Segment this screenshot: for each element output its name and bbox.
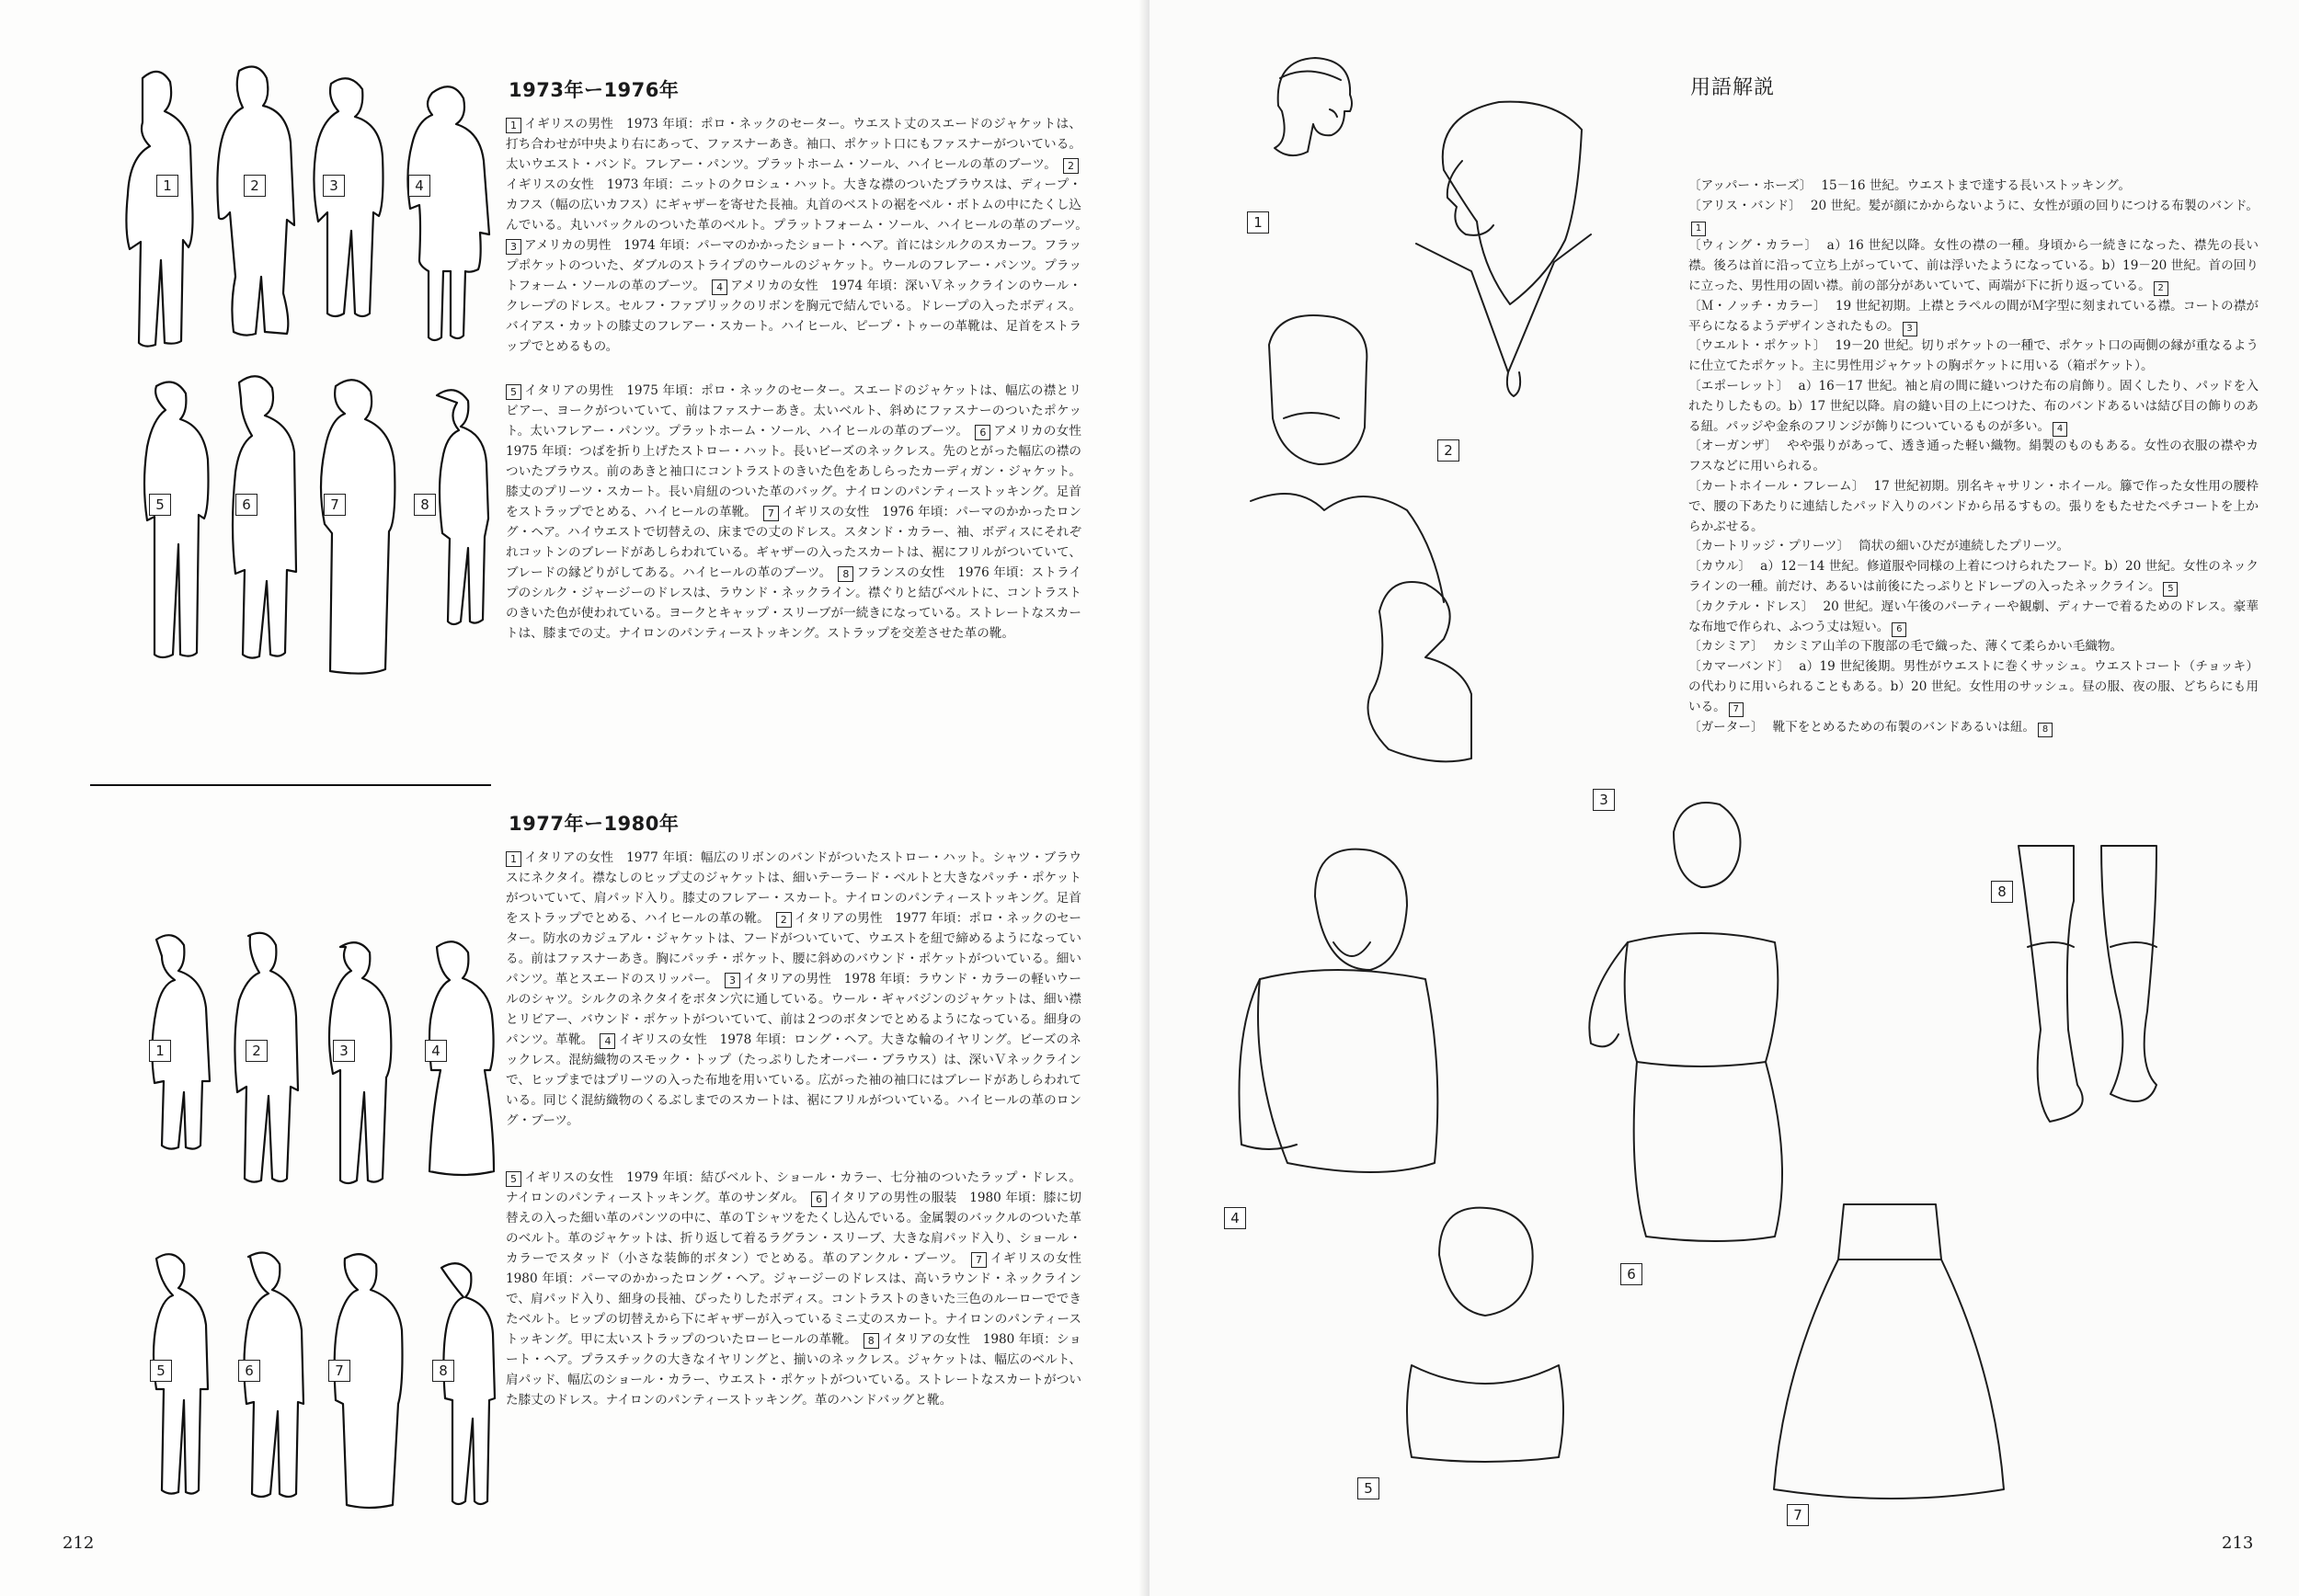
full-skirt <box>1774 1260 2004 1499</box>
glossary-figure-number: 4 <box>2053 422 2067 437</box>
entry-text: イタリアの女性 1980 年頃：ショート・ヘア。プラスチックの大きなイヤリングと、揃いのネックレス。ジャケットは、幅広のベルト、肩パッド、幅広のショール・カラー、ウエスト・ポケットがついている。ストレートなスカートがついた膝丈のドレス。ナイロンのパンティーストッキング。革のハンドバッグと靴。 <box>506 1332 1082 1408</box>
glossary-definition: 19 世紀初期。上襟とラペルの間がＭ字型に刻まれている襟。コートの襟が平らになるようデザインされたもの。 <box>1688 298 2259 334</box>
glossary-list <box>1688 177 2259 737</box>
description-paragraph <box>506 1168 1094 1410</box>
face-line <box>1330 109 1337 117</box>
silhouette-figure <box>407 86 489 340</box>
glossary-term: 〔ウィング・カラー〕 <box>1688 238 1818 254</box>
glossary-term: 〔アリス・バンド〕 <box>1688 198 1801 213</box>
entry-text: イタリアの男性 1978 年頃：ラウンド・カラーの軽いウールのシャツ。シルクのネクタイをボタン穴に通している。ウール・ギャバジンのジャケットは、細い襟とリビアー、バウンド・ポケットがついていて、前は２つのボタンでとめるようになっている。細身のパンツ。革靴。 <box>506 972 1081 1047</box>
entry-text: フランスの女性 1976 年頃：ストライプのシルク・ジャージーのドレスは、ラウンド・ネックライン。襟ぐりと結びベルトに、コントラストのきいた色が使われている。ヨークとキャップ・スリーブが一続きになっている。ストレートなスカートは、膝までの丈。ナイロンのパンティーストッキング。ストラップを交差させた革の靴。 <box>506 565 1082 641</box>
face-profile <box>1447 161 1493 235</box>
glossary-definition: a）12－14 世紀。修道服や同様の上着につけられたフード。b）20 世紀。女性のネックラインの一種。前だけ、あるいは前後にたっぷりとドレープの入ったネックライン。 <box>1688 559 2259 594</box>
glossary-entry <box>1688 297 2259 337</box>
glossary-entry <box>1688 437 2259 477</box>
entry-number: 6 <box>975 425 990 440</box>
silhouette-figure <box>144 382 209 658</box>
entry-text: イタリアの男性の服装 1980 年頃：膝に切替えの入った細い革のパンツの中に、革のＴシャツをたくし込んでいる。金属製のバックルのついた革のベルト。革のジャケットは、折り返して着るラグラン・スリーブ、大きな肩パッド入り、ショール・カラーでスタッド（小さな装飾的ボタン）でとめる。革のアンクル・ブーツ。 <box>506 1191 1081 1266</box>
glossary-entry <box>1688 197 2259 237</box>
page-number: 213 <box>2222 1533 2254 1553</box>
silhouette-figure <box>437 390 488 624</box>
illustration-number: 4 <box>1224 1207 1246 1229</box>
illustration-garters <box>2000 837 2184 1149</box>
glossary-term: 〔アッパー・ホーズ〕 <box>1688 178 1813 193</box>
entry-text: イタリアの女性 1977 年頃：幅広のリボンのバンドがついたストロー・ハット。シャツ・ブラウスにネクタイ。襟なしのヒップ丈のジャケットは、細いテーラード・ベルトと大きなパッチ・ポケットがついていて、肩パッド入り。膝丈のフレアー・スカート。ナイロンのパンティーストッキング。足首をストラップでとめる、ハイヒールの革の靴。 <box>506 850 1081 926</box>
glossary-definition: 15－16 世紀。ウエストまで達する長いストッキング。 <box>1821 178 2131 193</box>
glossary-figure-number: 7 <box>1729 702 1744 717</box>
entry-number: 5 <box>506 1171 521 1187</box>
silhouette-figure <box>233 376 296 657</box>
glossary-entry <box>1688 377 2259 437</box>
glossary-term: 〔オーガンザ〕 <box>1688 439 1779 454</box>
glossary-figure-number: 8 <box>2038 723 2053 737</box>
silhouettes-1977-row2 <box>110 1246 515 1522</box>
figure-number: 7 <box>324 494 346 516</box>
pendant <box>1507 372 1520 396</box>
glossary-term: 〔カシミア〕 <box>1688 639 1764 655</box>
doublet <box>1258 970 1437 1172</box>
section-title: 1977年ー1980年 <box>509 813 680 835</box>
entry-number: 2 <box>1063 158 1079 174</box>
figure-number: 2 <box>244 175 266 197</box>
figure-number: 1 <box>156 175 178 197</box>
entry-number: 3 <box>506 239 521 255</box>
right-leg <box>2101 846 2156 1101</box>
entry-number: 1 <box>506 851 521 867</box>
glossary-entry <box>1688 477 2259 537</box>
description-paragraph <box>506 381 1094 644</box>
description-paragraph <box>506 848 1081 1131</box>
glossary-term: 〔カートリッジ・プリーツ〕 <box>1688 539 1850 554</box>
figure-number: 4 <box>408 175 430 197</box>
illustration-cocktail-dress <box>1573 795 1821 1264</box>
entry-number: 6 <box>811 1191 827 1207</box>
silhouette-figure <box>321 380 395 673</box>
entry-number: 3 <box>725 973 740 988</box>
figure-number: 4 <box>425 1040 447 1062</box>
entry-number: 8 <box>864 1333 879 1349</box>
entry-number: 2 <box>776 912 792 928</box>
entry-number: 5 <box>506 384 521 400</box>
glossary-definition: 20 世紀。髪が顔にかからないように、女性が頭の回りにつける布製のバンド。 <box>1810 198 2259 213</box>
figure-number: 8 <box>432 1360 454 1382</box>
glossary-figure-number: 1 <box>1691 222 1706 236</box>
entry-number: 4 <box>712 279 727 295</box>
description-paragraph <box>506 114 1081 357</box>
figure-number: 3 <box>323 175 345 197</box>
page-number: 212 <box>63 1533 95 1553</box>
figure-number: 7 <box>328 1360 350 1382</box>
figure-number: 6 <box>238 1360 260 1382</box>
illustration-number: 1 <box>1247 211 1269 234</box>
entry-text: イギリスの女性 1979 年頃：結びベルト、ショール・カラー、七分袖のついたラップ・ドレス。ナイロンのパンティーストッキング。革のサンダル。 <box>506 1170 1081 1205</box>
glossary-term: 〔ウエルト・ポケット〕 <box>1688 338 1826 354</box>
cummerbund-band <box>1838 1204 1941 1260</box>
glossary-definition: やや張りがあって、透き通った軽い織物。絹製のものもある。女性の衣服の襟やカフスなどに用いられる。 <box>1688 439 2259 474</box>
figure-number: 3 <box>333 1040 355 1062</box>
glossary-term: 〔カートホイール・フレーム〕 <box>1688 478 1865 494</box>
glossary-figure-number: 3 <box>1903 322 1917 336</box>
silhouette-figure <box>314 78 383 316</box>
illustration-number: 5 <box>1357 1477 1379 1499</box>
entry-number: 7 <box>763 506 779 521</box>
silhouette-figure <box>126 72 192 347</box>
bodice <box>1625 933 1779 1066</box>
woman-head <box>1674 803 1741 887</box>
glossary-entry <box>1688 657 2259 717</box>
glossary-entry <box>1688 598 2259 638</box>
skirt <box>1634 1062 1782 1241</box>
silhouette-figure <box>441 1263 495 1504</box>
entry-text: アメリカの女性 1975 年頃：つばを折り上げたストロー・ハット。長いビーズのネックレス。先のとがった幅広の襟のついたブラウス。前のあきと袖口にコントラストのきいた色をあしらったカーディガン・ジャケット。膝丈のプリーツ・スカート。長い肩紐のついた革のバッグ。ナイロンのパンティーストッキング。足首をストラップでとめる、ハイヒールの革靴。 <box>506 424 1094 519</box>
silhouette-figure <box>217 67 294 336</box>
glossary-term: 〔Ｍ・ノッチ・カラー〕 <box>1688 298 1826 314</box>
glossary-entry <box>1688 718 2259 738</box>
glossary-term: 〔エポーレット〕 <box>1688 378 1790 393</box>
illustration-alice-band <box>1241 51 1379 179</box>
entry-number: 7 <box>971 1252 987 1268</box>
silhouette-figure <box>329 942 391 1183</box>
figure-number: 1 <box>149 1040 171 1062</box>
entry-text: アメリカの女性 1974 年頃：深いＶネックラインのウール・クレープのドレス。セルフ・ファブリックのリボンを胸元で結んでいる。ドレープの入ったボディス。バイアス・カットの膝丈のフレアー・スカート。ハイヒール、ピープ・トゥーの革靴は、足首をストラップでとめるもの。 <box>506 279 1082 354</box>
second-figure <box>1368 582 1472 761</box>
figure-number: 5 <box>149 494 171 516</box>
illustration-number: 6 <box>1620 1263 1642 1285</box>
glossary-entry <box>1688 336 2259 377</box>
figure-number: 2 <box>246 1040 268 1062</box>
garter-bow <box>2028 942 2156 947</box>
collar <box>1251 494 1444 602</box>
illustration-epaulette <box>1223 841 1462 1191</box>
illustration-cowl-neckline <box>1402 1200 1568 1466</box>
glossary-definition: 17 世紀初期。別名キャサリン・ホイール。籐で作った女性用の腰枠で、腰の下あたりに連結したパッド入りのバンドから吊るすもの。張りをもたせたペチコートを上からかぶせる。 <box>1688 478 2259 534</box>
silhouettes-1973-row2 <box>101 368 506 671</box>
glossary-definition: カシミア山羊の下腹部の毛で織った、薄くて柔らかい毛織物。 <box>1772 639 2123 655</box>
right-page <box>1150 0 2299 1596</box>
beard <box>1333 942 1370 956</box>
entry-number: 1 <box>506 118 521 133</box>
illustration-number: 7 <box>1787 1504 1809 1526</box>
illustration-number: 2 <box>1437 439 1459 462</box>
illustration-number: 8 <box>1991 881 2013 903</box>
glossary-definition: 19－20 世紀。切りポケットの一種で、ポケット口の両側の縁が重なるように仕立てたポケット。主に男性用ジャケットの胸ポケットに用いる（箱ポケット）。 <box>1688 338 2259 374</box>
illustration-number: 3 <box>1593 789 1615 811</box>
figure-number: 5 <box>150 1360 172 1382</box>
entry-number: 8 <box>838 566 853 582</box>
entry-text: イギリスの女性 1973 年頃：ニットのクロシュ・ハット。大きな襟のついたブラウスは、ディープ・カフス（幅の広いカフス）にギャザーを寄せた長袖。丸首のベストの裾をベル・ボトムの中にたくし込んでいる。丸いバックルのついた革のベルト。プラットフォーム・ソール、ハイヒールの革のブーツ。 <box>506 177 1081 233</box>
glossary-definition: 20 世紀。遅い午後のパーティーや観劇、ディナーで着るためのドレス。豪華な布地で作られ、ふつう丈は短い。 <box>1688 598 2259 634</box>
silhouettes-1973-row1 <box>101 60 506 363</box>
glossary-figure-number: 6 <box>1892 622 1906 637</box>
entry-text: イギリスの男性 1973 年頃：ポロ・ネックのセーター。ウエスト丈のスエードのジャケットは、打ち合わせが中央より右にあって、ファスナーあき。袖口、ポケット口にもファスナーがついている。太いウエスト・バンド。フレアー・パンツ。プラットホーム・ソール、ハイヒールの革のブーツ。 <box>506 117 1081 172</box>
glossary-definition: a）16－17 世紀。袖と肩の間に縫いつけた布の肩飾り。固くしたり、パッドを入れたりしたもの。b）17 世紀以降。肩の縫い目の上につけた、布のバンドあるいは結び目の飾りのある紐。パッジや金糸のフリンジが飾りについているものが多い。 <box>1688 378 2259 434</box>
head-drawing <box>1275 58 1352 155</box>
figure-number: 8 <box>414 494 436 516</box>
woman-head <box>1439 1208 1533 1316</box>
glossary-entry <box>1688 557 2259 598</box>
section-title: 1973年ー1976年 <box>509 79 680 101</box>
cowl <box>1407 1365 1563 1462</box>
glossary-entry <box>1688 177 2259 197</box>
glossary-term: 〔カウル〕 <box>1688 559 1752 575</box>
glossary-title: 用語解説 <box>1690 76 1776 99</box>
entry-text: イタリアの男性 1975 年頃：ポロ・ネックのセーター。スエードのジャケットは、幅広の襟とリビアー、ヨークがついていて、前はファスナーあき。太いベルト、斜めにファスナーのついたポケット。太いフレアー・パンツ。プラットホーム・ソール、ハイヒールの革のブーツ。 <box>506 383 1081 439</box>
glossary-definition: 筒状の細いひだが連続したプリーツ。 <box>1859 539 2070 554</box>
figure-number: 6 <box>235 494 257 516</box>
hair-band <box>1280 71 1341 80</box>
entry-text: イギリスの女性 1976 年頃：パーマのかかったロング・ヘア。ハイウエストで切替えの、床までの丈のドレス。スタンド・カラー、袖、ボディスにそれぞれコットンのブレードがあしらわれている。ギャザーの入ったスカートは、裾にフリルがついていて、ブレードの縁どりがしてある。ハイヒールの革のブーツ。 <box>506 505 1081 580</box>
glossary-entry <box>1688 236 2259 296</box>
glossary-figure-number: 5 <box>2163 582 2178 597</box>
section-divider <box>90 784 491 786</box>
illustration-cummerbund <box>1770 1195 2009 1499</box>
glossary-term: 〔カマーバンド〕 <box>1688 659 1790 675</box>
entry-text: イタリアの男性 1977 年頃：ポロ・ネックのセーター。防水のカジュアル・ジャケットは、フードがついていて、ウエストを紐で締めるようになっている。前はファスナーあき。胸にパッチ・ポケット、腰に斜めのバウンド・ポケットがついている。細いパンツ。革とスエードのスリッパー。 <box>506 911 1082 986</box>
left-leg <box>2019 846 2083 1122</box>
glossary-entry <box>1688 637 2259 657</box>
entry-text: イギリスの女性 1978 年頃：ロング・ヘア。大きな輪のイヤリング。ビーズのネックレス。混紡織物のスモック・トップ（たっぷりしたオーバー・ブラウス）は、深いＶネックラインで、ヒップまではプリーツの入った布地を用いている。広がった袖の袖口にはブレードがあしらわれている。同じく混紡織物のくるぶしまでのスカートは、裾にフリルがついている。ハイヒールの革のロング・ブーツ。 <box>506 1032 1081 1128</box>
glossary-term: 〔ガーター〕 <box>1688 719 1764 735</box>
moustache <box>1284 413 1339 418</box>
hood-drawing <box>1443 102 1582 304</box>
silhouettes-1977-row1 <box>110 929 515 1204</box>
glossary-definition: a）19 世紀後期。男性がウエストに巻くサッシュ。ウエストコート（チョッキ）の代わりに用いられることもある。b）20 世紀。女性用のサッシュ。昼の服、夜の服、どちらにも用いる。 <box>1688 659 2259 714</box>
entry-number: 4 <box>600 1033 615 1049</box>
illustration-m-notch-collar <box>1241 308 1471 777</box>
glossary-definition: a）16 世紀以降。女性の襟の一種。身頃から一続きになった、襟先の長い襟。後ろは首に沿って立ち上がっていて、前は浮いたようになっている。b）19－20 世紀。首の回りに立った、男性用の固い襟。前の部分があいていて、両端が下に折り返っている。 <box>1688 238 2259 293</box>
entry-text: イギリスの女性 1980 年頃：パーマのかかったロング・ヘア。ジャージーのドレスは、高いラウンド・ネックラインで、肩パッド入り、細身の長袖、ぴったりしたボディス。コントラストのきいた三色のルーローでできたベルト。ヒップの切替えから下にギャザーが入っているミニ丈のスカート。ナイロンのパンティーストッキング。甲に太いストラップのついたローヒールの革靴。 <box>506 1251 1094 1347</box>
sleeve <box>1240 979 1298 1149</box>
entry-text: アメリカの男性 1974 年頃：パーマのかかったショート・ヘア。首にはシルクのスカーフ。フラップポケットのついた、ダブルのストライプのウールのジャケット。ウールのフレアー・パンツ。プラットフォーム・ソールの革のブーツ。 <box>506 238 1081 293</box>
glossary-entry <box>1688 537 2259 557</box>
glossary-definition: 靴下をとめるための布製のバンドあるいは紐。 <box>1772 719 2036 735</box>
arm <box>1589 942 1628 1046</box>
glossary-figure-number: 2 <box>2154 281 2168 296</box>
man-head <box>1269 315 1367 464</box>
glossary-term: 〔カクテル・ドレス〕 <box>1688 598 1814 614</box>
